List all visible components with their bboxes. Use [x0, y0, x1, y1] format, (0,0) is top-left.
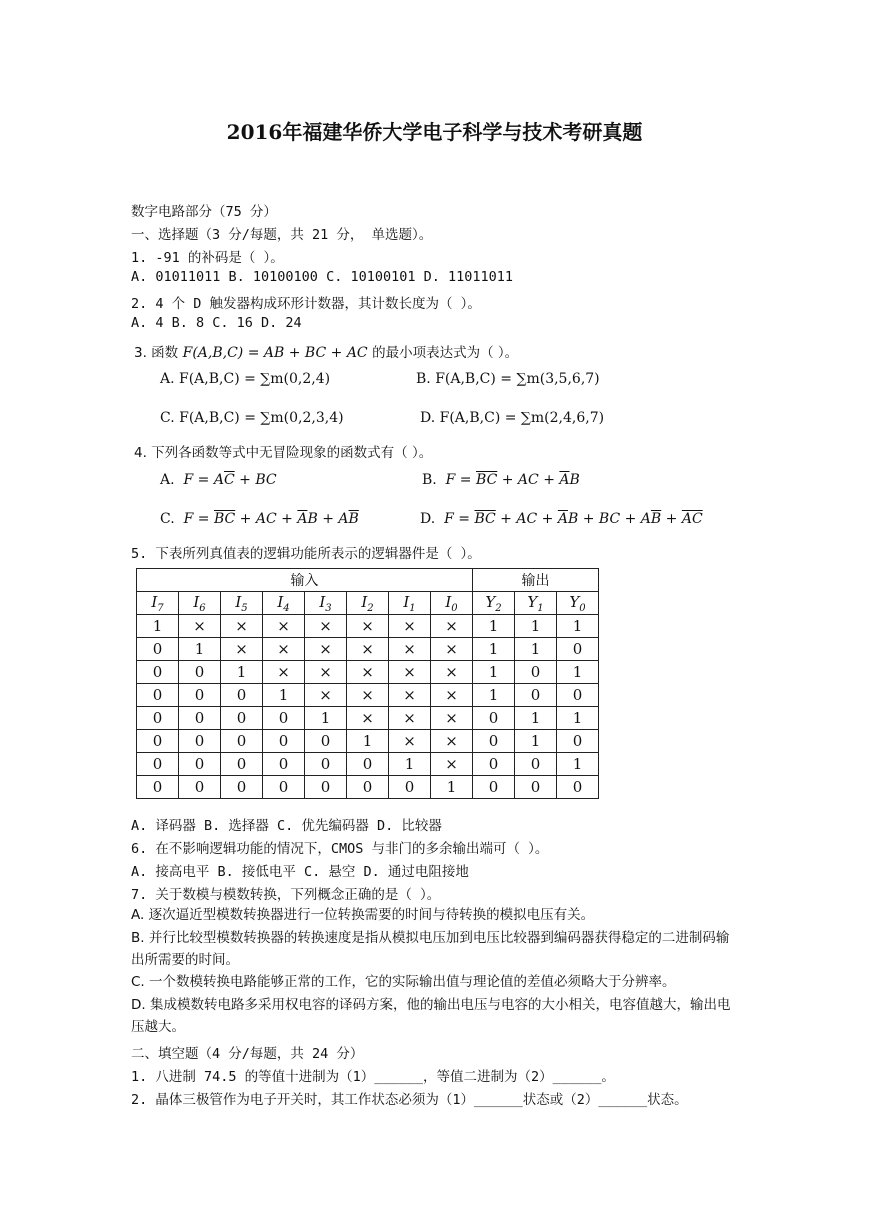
table-cell: ×	[431, 638, 473, 661]
table-row	[137, 615, 599, 638]
table-cell: 0	[179, 730, 221, 753]
question-1-options: A. 01011011 B. 10100100 C. 10100101 D. 11011011	[131, 269, 514, 285]
question-3-option-b: B. F(A,B,C) = ∑m(3,5,6,7)	[416, 371, 600, 387]
table-row	[137, 638, 599, 661]
table-cell: ×	[305, 661, 347, 684]
question-7-option-c: C. 一个数模转换电路能够正常的工作，它的实际输出值与理论值的差值必须略大于分辨率。	[131, 974, 676, 990]
question-3-tail: 的最小项表达式为（ ）。	[372, 345, 519, 361]
table-cell: 0	[137, 638, 179, 661]
question-4: 4. 下列各函数等式中无冒险现象的函数式有（ ）。	[134, 445, 433, 461]
column-header: $I_0$	[431, 592, 473, 615]
question-4-option-a: A. $F = A\overline{C}$ + BC	[160, 472, 277, 488]
question-3-prefix: 3. 函数	[134, 345, 179, 361]
output-header: 输出	[473, 569, 599, 592]
table-cell: 0	[515, 776, 557, 799]
table-cell: 0	[137, 684, 179, 707]
table-cell: 0	[179, 707, 221, 730]
table-cell: 1	[305, 707, 347, 730]
table-cell: 1	[473, 661, 515, 684]
column-header: $Y_0$	[557, 592, 599, 615]
table-cell: ×	[347, 661, 389, 684]
table-cell: 0	[305, 753, 347, 776]
question-6: 6. 在不影响逻辑功能的情况下，CMOS 与非门的多余输出端可（ ）。	[131, 841, 549, 857]
table-cell: 0	[137, 730, 179, 753]
table-row	[137, 753, 599, 776]
column-header: $Y_2$	[473, 592, 515, 615]
table-cell: 0	[263, 776, 305, 799]
table-row	[137, 730, 599, 753]
column-header: $I_6$	[179, 592, 221, 615]
table-cell: ×	[347, 684, 389, 707]
question-5-options: A. 译码器 B. 选择器 C. 优先编码器 D. 比较器	[131, 818, 442, 834]
table-cell: 0	[515, 684, 557, 707]
part-heading: 一、选择题（3 分/每题，共 21 分， 单选题）。	[131, 227, 433, 243]
column-header: $Y_1$	[515, 592, 557, 615]
table-cell: 0	[515, 753, 557, 776]
question-1: 1. -91 的补码是（ ）。	[131, 250, 284, 266]
table-cell: ×	[389, 615, 431, 638]
table-cell: 1	[515, 730, 557, 753]
table-cell: 1	[137, 615, 179, 638]
fill-question-1: 1. 八进制 74.5 的等值十进制为（1）______，等值二进制为（2）______。	[131, 1069, 615, 1085]
question-7: 7. 关于数模与模数转换，下列概念正确的是（ ）。	[131, 887, 441, 903]
table-cell: ×	[431, 730, 473, 753]
question-6-options: A. 接高电平 B. 接低电平 C. 悬空 D. 通过电阻接地	[131, 864, 469, 880]
table-cell: 1	[473, 615, 515, 638]
table-cell: 0	[347, 776, 389, 799]
page-title: 2016年福建华侨大学电子科学与技术考研真题	[226, 120, 643, 144]
table-cell: ×	[389, 707, 431, 730]
question-7-option-a: A. 逐次逼近型模数转换器进行一位转换需要的时间与待转换的模拟电压有关。	[131, 907, 595, 923]
question-3-option-d: D. F(A,B,C) = ∑m(2,4,6,7)	[420, 410, 605, 426]
column-header: $I_2$	[347, 592, 389, 615]
table-cell: ×	[431, 707, 473, 730]
table-cell: 0	[137, 707, 179, 730]
table-cell: ×	[263, 615, 305, 638]
column-header: $I_5$	[221, 592, 263, 615]
table-cell: ×	[389, 638, 431, 661]
table-cell: 1	[179, 638, 221, 661]
table-cell: 0	[473, 707, 515, 730]
question-3-option-a: A. F(A,B,C) = ∑m(0,2,4)	[160, 371, 331, 387]
question-4-option-c: C. $F = \overline{B}\overline{C}$ + AC + $\overline{A}B + A\overline{B}$	[160, 511, 359, 527]
table-cell: 0	[221, 730, 263, 753]
table-cell: 0	[305, 776, 347, 799]
question-7-option-d: D. 集成模数转电路多采用权电容的译码方案，他的输出电压与电容的大小相关，电容值越大，输出电压越大。	[131, 997, 731, 1035]
table-cell: 0	[179, 776, 221, 799]
table-cell: 0	[389, 776, 431, 799]
table-cell: 0	[473, 730, 515, 753]
question-3-option-c: C. F(A,B,C) = ∑m(0,2,3,4)	[160, 410, 344, 426]
question-4-option-b: B. $F = \overline{B}\overline{C}$ + AC + $\overline{A}B$	[422, 472, 580, 488]
column-header-row	[137, 592, 599, 615]
truth-table	[136, 568, 599, 799]
table-cell: 0	[263, 707, 305, 730]
column-header: $I_3$	[305, 592, 347, 615]
table-cell: 0	[137, 776, 179, 799]
table-cell: 1	[347, 730, 389, 753]
table-cell: ×	[347, 707, 389, 730]
table-cell: 0	[347, 753, 389, 776]
table-cell: 0	[137, 661, 179, 684]
table-cell: ×	[347, 638, 389, 661]
question-2: 2. 4 个 D 触发器构成环形计数器，其计数长度为（ ）。	[131, 296, 481, 312]
table-row	[137, 684, 599, 707]
table-row	[137, 661, 599, 684]
column-header: $I_1$	[389, 592, 431, 615]
table-cell: 0	[263, 753, 305, 776]
question-4-option-d: D. $F = \overline{B}\overline{C}$ + AC + $\overline{A}B$ + BC + $A\overline{B} + \overline{A}\overline{C}$	[420, 511, 703, 527]
table-cell: ×	[389, 730, 431, 753]
table-cell: ×	[389, 661, 431, 684]
table-cell: 1	[389, 753, 431, 776]
table-cell: 0	[305, 730, 347, 753]
section-2-heading: 二、填空题（4 分/每题，共 24 分）	[131, 1046, 364, 1062]
table-cell: 1	[515, 707, 557, 730]
table-cell: 1	[515, 638, 557, 661]
fill-question-2: 2. 晶体三极管作为电子开关时，其工作状态必须为（1）______状态或（2）______状态。	[131, 1092, 688, 1108]
table-cell: 1	[473, 638, 515, 661]
table-cell: 0	[137, 753, 179, 776]
table-cell: 0	[179, 684, 221, 707]
table-cell: 0	[557, 730, 599, 753]
table-cell: 1	[431, 776, 473, 799]
table-cell: ×	[431, 684, 473, 707]
table-cell: ×	[305, 638, 347, 661]
table-cell: ×	[347, 615, 389, 638]
table-cell: 1	[515, 615, 557, 638]
table-cell: 0	[557, 638, 599, 661]
table-cell: 0	[179, 661, 221, 684]
table-cell: 0	[557, 684, 599, 707]
table-cell: ×	[263, 638, 305, 661]
table-cell: 1	[557, 707, 599, 730]
table-row	[137, 776, 599, 799]
table-cell: ×	[305, 684, 347, 707]
table-cell: 0	[473, 776, 515, 799]
table-cell: 0	[263, 730, 305, 753]
table-cell: 1	[473, 684, 515, 707]
question-5: 5. 下表所列真值表的逻辑功能所表示的逻辑器件是（ ）。	[131, 546, 481, 562]
table-cell: 0	[557, 776, 599, 799]
table-cell: ×	[221, 638, 263, 661]
table-cell: 1	[557, 615, 599, 638]
table-cell: 0	[221, 776, 263, 799]
table-cell: 0	[179, 753, 221, 776]
table-cell: 1	[221, 661, 263, 684]
table-cell: 1	[557, 661, 599, 684]
input-header: 输入	[137, 569, 473, 592]
table-cell: 1	[263, 684, 305, 707]
table-cell: 0	[473, 753, 515, 776]
table-cell: ×	[431, 753, 473, 776]
question-3	[134, 341, 518, 361]
table-cell: ×	[431, 615, 473, 638]
table-cell: 1	[557, 753, 599, 776]
table-cell: ×	[263, 661, 305, 684]
column-header: $I_4$	[263, 592, 305, 615]
table-cell: ×	[389, 684, 431, 707]
question-7-option-b: B. 并行比较型模数转换器的转换速度是指从模拟电压加到电压比较器到编码器获得稳定的二进制码输出所需要的时间。	[131, 930, 730, 968]
column-header: $I_7$	[137, 592, 179, 615]
question-2-options: A. 4 B. 8 C. 16 D. 24	[131, 315, 302, 331]
table-cell: ×	[305, 615, 347, 638]
table-cell: ×	[179, 615, 221, 638]
question-3-expr: F(A,B,C) = AB + BC + AC	[182, 345, 368, 361]
section-heading: 数字电路部分（75 分）	[131, 204, 277, 220]
table-cell: 0	[221, 753, 263, 776]
table-cell: ×	[431, 661, 473, 684]
table-cell: 0	[515, 661, 557, 684]
table-row	[137, 707, 599, 730]
table-cell: 0	[221, 684, 263, 707]
table-cell: ×	[221, 615, 263, 638]
table-cell: 0	[221, 707, 263, 730]
